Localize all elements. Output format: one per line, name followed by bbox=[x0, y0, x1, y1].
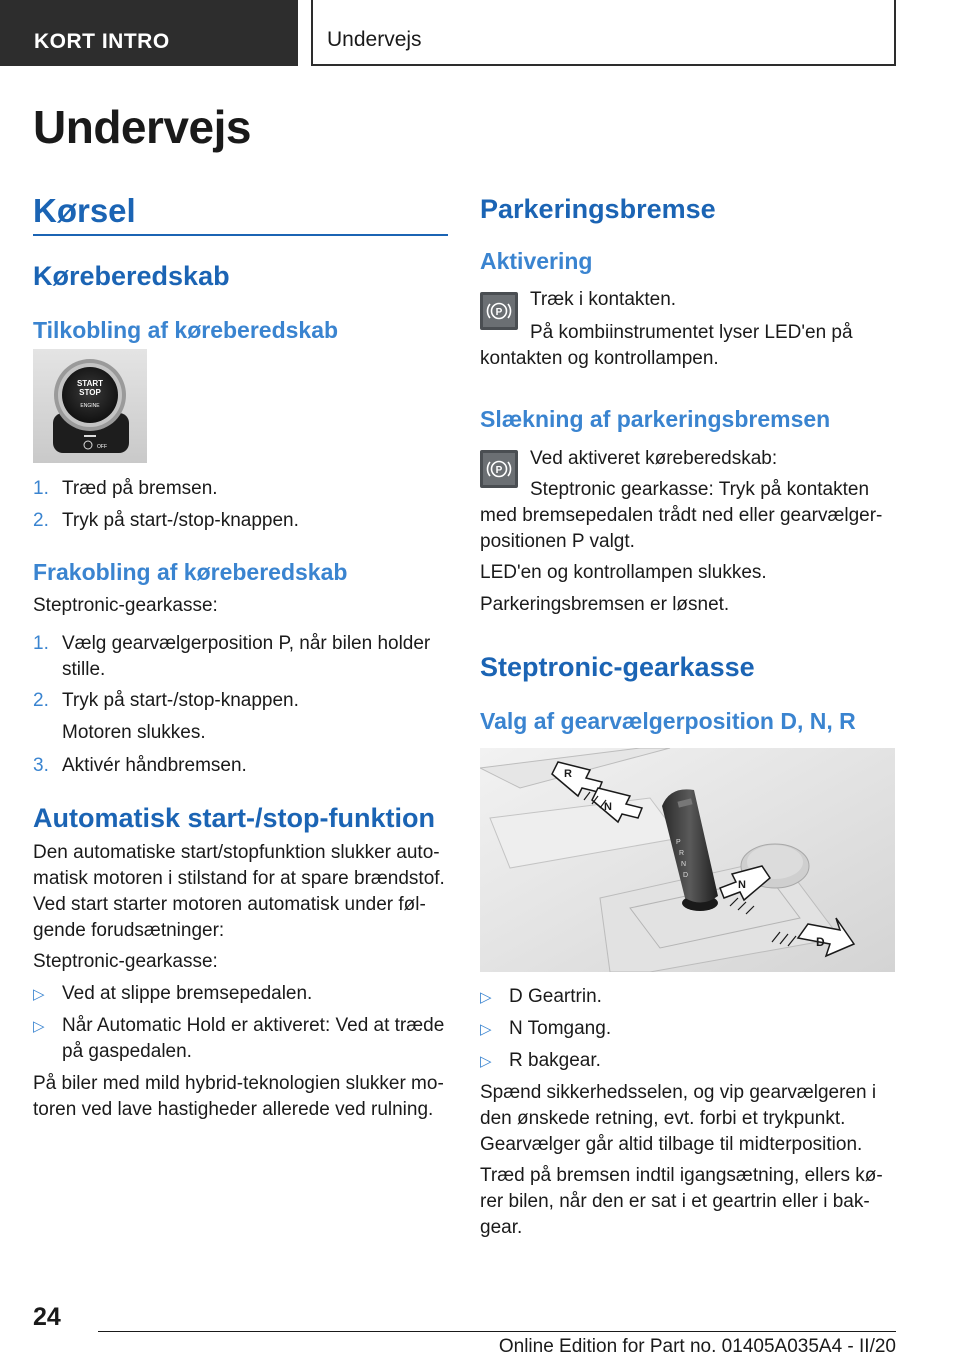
section-tab: Undervejs bbox=[311, 0, 896, 66]
heading-gearvalg: Valg af gearvælgerposition D, N, R bbox=[480, 708, 856, 734]
list-item bbox=[33, 753, 247, 779]
paragraph-line: toren ved lave hastigheder allerede ved rulning. bbox=[33, 1099, 434, 1120]
triangle-right-icon: ▷ bbox=[33, 986, 45, 1003]
paragraph-line: rer bilen, når den er sat i et geartrin eller i bak- bbox=[480, 1191, 870, 1212]
svg-text:P: P bbox=[495, 465, 503, 476]
parking-brake-icon bbox=[480, 292, 518, 330]
step-text: Tryk på start-/stop-knappen. bbox=[62, 690, 299, 711]
list-item bbox=[480, 1016, 611, 1043]
heading-slaekning: Slækning af parkeringsbremsen bbox=[480, 406, 831, 432]
section-heading-korsel: Kørsel bbox=[33, 192, 136, 229]
triangle-right-icon: ▷ bbox=[33, 1018, 45, 1035]
heading-tilkobling: Tilkobling af køreberedskab bbox=[33, 317, 339, 343]
paragraph-line: Den automatiske start/stopfunktion slukker auto- bbox=[33, 842, 440, 863]
bullet-text: N Tomgang. bbox=[509, 1018, 612, 1039]
list-item bbox=[33, 476, 218, 502]
step-text: Vælg gearvælgerposition P, når bilen holder bbox=[62, 633, 431, 654]
gear-label-n-lower: N bbox=[738, 879, 746, 891]
list-item bbox=[33, 981, 312, 1008]
paragraph-line: kontakten og kontrollampen. bbox=[480, 348, 719, 369]
paragraph-line: matisk motoren i stilstand for at spare brændstof. bbox=[33, 868, 445, 889]
page-title: Undervejs bbox=[33, 101, 251, 153]
paragraph-line: gende forudsætninger: bbox=[33, 920, 225, 941]
svg-text:D: D bbox=[683, 872, 689, 879]
step-text: Træd på bremsen. bbox=[62, 478, 218, 499]
heading-parkeringsbremse: Parkeringsbremse bbox=[480, 194, 716, 224]
list-item bbox=[33, 1013, 444, 1040]
step-text-continuation: stille. bbox=[62, 659, 106, 680]
gear-label-r: R bbox=[564, 768, 572, 780]
step-text: Tryk på start-/stop-knappen. bbox=[62, 510, 299, 531]
svg-text:R: R bbox=[679, 850, 685, 857]
step-number: 2. bbox=[33, 690, 49, 711]
paragraph-line: Parkeringsbremsen er løsnet. bbox=[480, 594, 730, 615]
svg-text:P: P bbox=[495, 307, 503, 318]
heading-aktivering: Aktivering bbox=[480, 248, 593, 274]
paragraph-line: Steptronic-gearkasse: bbox=[33, 951, 218, 972]
chapter-tab: KORT INTRO bbox=[0, 0, 298, 66]
paragraph-line: På kombiinstrumentet lyser LED'en på bbox=[530, 322, 853, 343]
edition-text: Online Edition for Part no. 01405A035A4 - II/20 bbox=[498, 1336, 896, 1357]
page-number: 24 bbox=[33, 1303, 61, 1331]
bullet-text: D Geartrin. bbox=[509, 986, 602, 1007]
paragraph-line: LED'en og kontrollampen slukkes. bbox=[480, 562, 767, 583]
bullet-text: Når Automatic Hold er aktiveret: Ved at træde bbox=[62, 1015, 445, 1036]
frakobling-intro: Steptronic-gearkasse: bbox=[33, 595, 218, 616]
off-text: OFF bbox=[97, 444, 107, 450]
step-number: 3. bbox=[33, 755, 49, 776]
svg-text:N: N bbox=[681, 861, 687, 868]
step-text: Aktivér håndbremsen. bbox=[62, 755, 247, 776]
parking-brake-icon bbox=[480, 450, 518, 488]
start-stop-button-image bbox=[33, 349, 147, 463]
stop-text: STOP bbox=[79, 388, 101, 397]
paragraph-line: med bremsepedalen trådt ned eller gearvælger- bbox=[480, 505, 883, 526]
list-item bbox=[33, 508, 299, 534]
heading-frakobling: Frakobling af køreberedskab bbox=[33, 559, 348, 585]
list-item bbox=[480, 984, 602, 1011]
paragraph-line: den ønskede retning, evt. forbi et trykpunkt. bbox=[480, 1108, 846, 1129]
paragraph-line: Træd på bremsen indtil igangsætning, ellers kø- bbox=[480, 1165, 883, 1186]
svg-text:P: P bbox=[676, 839, 681, 846]
step-number: 2. bbox=[33, 510, 49, 531]
engine-text: ENGINE bbox=[80, 403, 100, 409]
paragraph-line: Ved start starter motoren automatisk under føl- bbox=[33, 894, 426, 915]
bullet-text-continuation: på gaspedalen. bbox=[62, 1041, 192, 1062]
paragraph-line: Spænd sikkerhedsselen, og vip gearvælgeren i bbox=[480, 1082, 877, 1103]
list-item bbox=[33, 688, 299, 714]
section-rule bbox=[33, 234, 448, 236]
paragraph-line: På biler med mild hybrid-teknologien slukker mo- bbox=[33, 1073, 444, 1094]
bullet-text: Ved at slippe bremsepedalen. bbox=[62, 983, 313, 1004]
footer-rule bbox=[98, 1331, 896, 1332]
list-item bbox=[480, 1048, 601, 1075]
bullet-text: R bakgear. bbox=[509, 1050, 601, 1071]
triangle-right-icon: ▷ bbox=[480, 1021, 492, 1038]
heading-steptronic: Steptronic-gearkasse bbox=[480, 652, 755, 682]
triangle-right-icon: ▷ bbox=[480, 1053, 492, 1070]
paragraph-line: Ved aktiveret køreberedskab: bbox=[530, 448, 778, 469]
list-item bbox=[33, 631, 430, 657]
paragraph-line: Gearvælger går altid tilbage til midterposition. bbox=[480, 1134, 863, 1155]
gear-selector-image bbox=[480, 748, 895, 972]
step-text-continuation: Motoren slukkes. bbox=[62, 722, 206, 743]
gear-label-d: D bbox=[816, 935, 825, 949]
paragraph-line: Træk i kontakten. bbox=[530, 289, 677, 310]
paragraph-line: positionen P valgt. bbox=[480, 531, 635, 552]
triangle-right-icon: ▷ bbox=[480, 989, 492, 1006]
paragraph-line: Steptronic gearkasse: Tryk på kontakten bbox=[530, 479, 870, 500]
start-text: START bbox=[76, 379, 104, 388]
gear-label-n-upper: N bbox=[604, 801, 612, 813]
step-number: 1. bbox=[33, 478, 49, 499]
paragraph-line: gear. bbox=[480, 1217, 523, 1238]
step-number: 1. bbox=[33, 633, 49, 654]
heading-automatisk-start-stop: Automatisk start-/stop-funktion bbox=[33, 803, 435, 833]
heading-koreberedskab: Køreberedskab bbox=[33, 261, 230, 291]
